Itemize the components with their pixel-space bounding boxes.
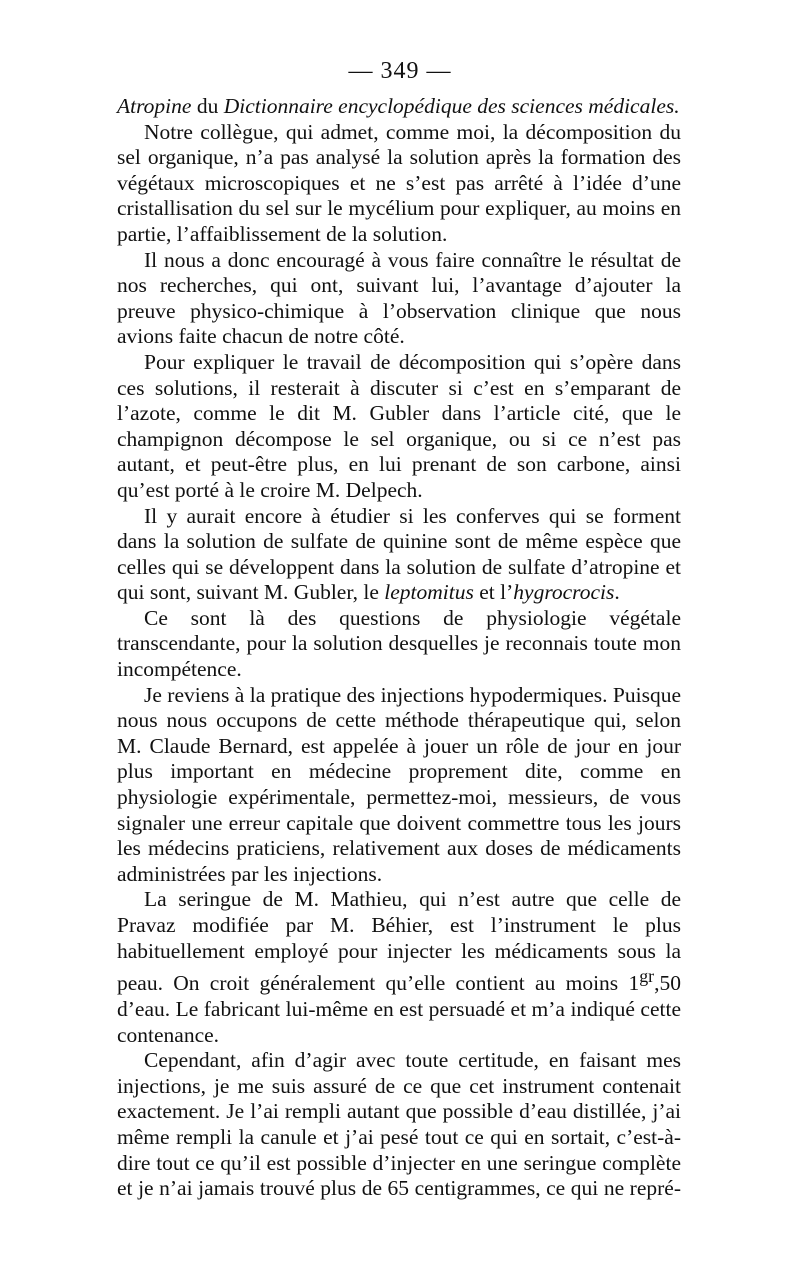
paragraph-continuation — [117, 94, 681, 120]
paragraph-text: et l’ — [473, 580, 514, 605]
italic-term: leptomitus — [384, 580, 474, 605]
paragraph: Ce sont là des questions de physiologie végétale transcendante, pour la solution desquelles je reconnais toute mon incompétence. — [117, 605, 681, 682]
paragraph-text: La seringue de M. Mathieu, qui n’est autre que celle de Pravaz modifiée par M. Béhier, est l’instrument le plus habituellement employé pour injecter les médicaments sous la peau. On croit généralement qu’elle contient au moins 1 — [117, 887, 681, 996]
paragraph: Il nous a donc encouragé à vous faire connaître le résultat de nos recherches, qui ont, suivant lui, l’avantage d’ajouter la preuve physico-chimique à l’observation clinique que nous avions faite chacun de notre côté. — [117, 247, 681, 349]
paragraph-text: ,50 d’eau. Le fabricant lui-même en est persuadé et m’a indiqué cette contenance. — [117, 971, 681, 1047]
paragraph: Cependant, afin d’agir avec toute certitude, en faisant mes injections, je me suis assuré de ce que cet instrument contenait exactement. Je l’ai rempli autant que possible d’eau distillée, j’ai même rempli la canule et j’ai pesé tout ce qui en sortait, c’est-à-dire tout ce qu’il est possible d’injecter en une seringue complète et je n’ai jamais trouvé plus de 65 centigrammes, ce qui ne repré- — [117, 1048, 681, 1201]
body-text — [117, 94, 681, 1202]
paragraph — [117, 504, 681, 606]
paragraph: Pour expliquer le travail de décomposition qui s’opère dans ces solutions, il resterait à discuter si c’est en s’emparant de l’azote, comme le dit M. Gubler dans l’article cité, que le champignon décompose le sel organique, ou si ce n’est pas autant, et peut-être plus, en lui prenant de son carbone, ainsi qu’est porté à le croire M. Delpech. — [117, 349, 681, 502]
italic-title: Dictionnaire encyclopédique des sciences médicales. — [223, 94, 680, 118]
paragraph — [117, 887, 681, 1048]
paragraph-text: du — [191, 94, 224, 118]
unit-superscript: gr — [639, 966, 655, 987]
page-number: — 349 — — [348, 58, 452, 84]
italic-term: hygrocrocis — [513, 580, 615, 605]
paragraph-text: Il y aurait encore à étudier si les conferves qui se forment dans la solution de sulfate de quinine sont de même espèce que celles qui se développent dans la solution de sulfate d’atropine et qui sont, suivant M. Gubler, le — [117, 503, 681, 605]
paragraph: Notre collègue, qui admet, comme moi, la décomposition du sel organique, n’a pas analysé la solution après la formation des végétaux microscopiques et ne s’est pas arrêté à l’idée d’une cristallisation du sel sur le mycélium pour expliquer, au moins en partie, l’affaiblissement de la solution. — [117, 119, 681, 246]
paragraph-text: . — [614, 580, 620, 605]
paragraph: Je reviens à la pratique des injections hypodermiques. Puisque nous nous occupons de cette méthode thérapeutique qui, selon M. Claude Bernard, est appelée à jouer un rôle de jour en jour plus important en médecine proprement dite, comme en physiologie expérimentale, permettez-moi, messieurs, de vous signaler une erreur capitale que doivent commettre tous les jours les médecins praticiens, relativement aux doses de médicaments administrées par les injections. — [117, 682, 681, 886]
italic-term: Atropine — [117, 94, 192, 118]
